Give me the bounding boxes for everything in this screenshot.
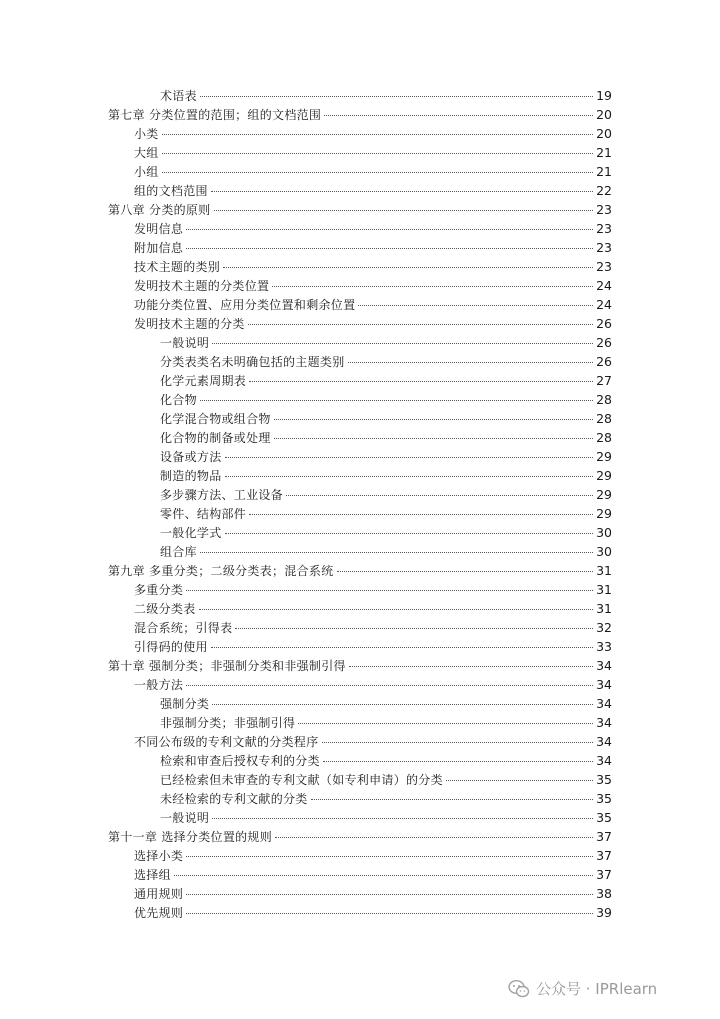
dot-leader	[223, 267, 593, 268]
toc-entry	[108, 542, 612, 561]
toc-entry-title: 强制分类	[160, 697, 210, 711]
toc-entry	[108, 846, 612, 865]
dot-leader	[311, 799, 593, 800]
toc-entry-page: 30	[596, 544, 612, 559]
dot-leader	[225, 457, 594, 458]
toc-entry-title: 第十一章 选择分类位置的规则	[108, 830, 273, 844]
toc-entry-page: 28	[596, 392, 612, 407]
dot-leader	[324, 115, 593, 116]
dot-leader	[186, 685, 593, 686]
toc-entry-page: 34	[596, 715, 612, 730]
toc-entry-page: 24	[596, 297, 612, 312]
toc-entry-title: 零件、结构部件	[160, 507, 247, 521]
toc-entry-title: 选择组	[134, 868, 171, 882]
toc-entry-title: 大组	[134, 146, 159, 160]
toc-entry-page: 29	[596, 468, 612, 483]
toc-entry-page: 39	[596, 905, 612, 920]
dot-leader	[212, 704, 593, 705]
toc-entry-page: 34	[596, 658, 612, 673]
dot-leader	[248, 324, 593, 325]
toc-entry	[108, 732, 612, 751]
toc-entry-title: 小类	[134, 127, 159, 141]
toc-entry	[108, 105, 612, 124]
toc-entry-page: 37	[596, 829, 612, 844]
toc-entry-title: 混合系统；引得表	[134, 621, 233, 635]
toc-entry	[108, 523, 612, 542]
dot-leader	[186, 856, 593, 857]
dot-leader	[337, 571, 594, 572]
toc-entry-title: 第十章 强制分类；非强制分类和非强制引得	[108, 659, 346, 673]
toc-entry-title: 二级分类表	[134, 602, 196, 616]
toc-entry	[108, 561, 612, 580]
toc-entry	[108, 694, 612, 713]
toc-entry	[108, 865, 612, 884]
toc-entry	[108, 599, 612, 618]
toc-entry-page: 34	[596, 696, 612, 711]
dot-leader	[446, 780, 593, 781]
toc-entry-page: 35	[596, 791, 612, 806]
dot-leader	[225, 533, 594, 534]
toc-entry	[108, 200, 612, 219]
toc-entry-page: 26	[596, 335, 612, 350]
toc-entry	[108, 143, 612, 162]
toc-entry-title: 多重分类	[134, 583, 184, 597]
wechat-icon	[508, 979, 530, 999]
toc-entry-title: 设备或方法	[160, 450, 222, 464]
toc-entry	[108, 808, 612, 827]
toc-entry	[108, 371, 612, 390]
toc-entry-title: 已经检索但未审查的专利文献（如专利申请）的分类	[160, 773, 443, 787]
toc-entry-title: 多步骤方法、工业设备	[160, 488, 284, 502]
toc-entry	[108, 504, 612, 523]
toc-entry-title: 化学元素周期表	[160, 374, 247, 388]
dot-leader	[349, 666, 593, 667]
toc-entry-title: 通用规则	[134, 887, 184, 901]
dot-leader	[249, 381, 593, 382]
toc-entry-title: 附加信息	[134, 241, 184, 255]
toc-entry-page: 23	[596, 221, 612, 236]
toc-entry-title: 未经检索的专利文献的分类	[160, 792, 308, 806]
toc-entry-title: 组合库	[160, 545, 197, 559]
dot-leader	[162, 134, 593, 135]
dot-leader	[200, 400, 593, 401]
toc-entry-page: 23	[596, 259, 612, 274]
toc-entry	[108, 276, 612, 295]
toc-entry	[108, 124, 612, 143]
toc-entry	[108, 314, 612, 333]
toc-entry	[108, 238, 612, 257]
toc-entry	[108, 827, 612, 846]
dot-leader	[174, 875, 593, 876]
dot-leader	[286, 495, 593, 496]
toc-entry	[108, 86, 612, 105]
toc-entry-page: 19	[596, 88, 612, 103]
dot-leader	[212, 818, 593, 819]
toc-entry-page: 31	[596, 601, 612, 616]
toc-entry	[108, 219, 612, 238]
toc-entry-title: 第八章 分类的原则	[108, 203, 211, 217]
toc-entry	[108, 770, 612, 789]
toc-entry-title: 第九章 多重分类；二级分类表；混合系统	[108, 564, 334, 578]
toc-entry-title: 化合物	[160, 393, 197, 407]
toc-entry-page: 26	[596, 316, 612, 331]
toc-entry-title: 非强制分类；非强制引得	[160, 716, 296, 730]
toc-entry	[108, 466, 612, 485]
toc-entry-page: 23	[596, 240, 612, 255]
toc-entry-page: 32	[596, 620, 612, 635]
toc-entry-title: 组的文档范围	[134, 184, 208, 198]
dot-leader	[298, 723, 593, 724]
dot-leader	[186, 229, 593, 230]
dot-leader	[162, 172, 593, 173]
dot-leader	[249, 514, 593, 515]
toc-entry	[108, 257, 612, 276]
toc-entry-page: 20	[596, 126, 612, 141]
toc-entry-page: 23	[596, 202, 612, 217]
toc-entry-page: 37	[596, 867, 612, 882]
dot-leader	[272, 286, 593, 287]
dot-leader	[275, 837, 593, 838]
toc-entry	[108, 751, 612, 770]
dot-leader	[186, 590, 593, 591]
toc-entry-title: 一般说明	[160, 811, 210, 825]
toc-entry-page: 34	[596, 734, 612, 749]
toc-entry	[108, 485, 612, 504]
toc-entry-page: 29	[596, 487, 612, 502]
toc-entry-page: 33	[596, 639, 612, 654]
dot-leader	[200, 96, 593, 97]
toc-entry-title: 发明技术主题的分类	[134, 317, 245, 331]
dot-leader	[235, 628, 593, 629]
dot-leader	[214, 210, 594, 211]
watermark-text: 公众号 · IPRlearn	[536, 980, 658, 998]
watermark	[508, 978, 657, 999]
toc-entry-title: 分类表类名未明确包括的主题类别	[160, 355, 345, 369]
table-of-contents	[108, 86, 612, 922]
toc-entry	[108, 789, 612, 808]
toc-entry-title: 化学混合物或组合物	[160, 412, 271, 426]
toc-entry	[108, 618, 612, 637]
toc-entry-title: 技术主题的类别	[134, 260, 221, 274]
toc-entry-title: 发明信息	[134, 222, 184, 236]
toc-entry	[108, 903, 612, 922]
dot-leader	[186, 894, 593, 895]
dot-leader	[225, 476, 594, 477]
toc-entry-title: 发明技术主题的分类位置	[134, 279, 270, 293]
toc-entry-title: 制造的物品	[160, 469, 222, 483]
toc-entry-title: 化合物的制备或处理	[160, 431, 271, 445]
toc-entry-page: 26	[596, 354, 612, 369]
toc-entry-page: 24	[596, 278, 612, 293]
toc-entry-title: 检索和审查后授权专利的分类	[160, 754, 320, 768]
toc-entry-title: 引得码的使用	[134, 640, 208, 654]
toc-entry-page: 37	[596, 848, 612, 863]
toc-entry-page: 20	[596, 107, 612, 122]
toc-entry-title: 选择小类	[134, 849, 184, 863]
toc-entry-title: 第七章 分类位置的范围；组的文档范围	[108, 108, 322, 122]
dot-leader	[211, 191, 593, 192]
toc-entry-page: 38	[596, 886, 612, 901]
toc-entry	[108, 390, 612, 409]
toc-entry	[108, 333, 612, 352]
toc-entry-page: 35	[596, 772, 612, 787]
toc-entry	[108, 675, 612, 694]
toc-entry-page: 34	[596, 753, 612, 768]
toc-entry	[108, 295, 612, 314]
toc-entry-page: 29	[596, 449, 612, 464]
toc-entry	[108, 181, 612, 200]
toc-entry	[108, 162, 612, 181]
dot-leader	[212, 343, 593, 344]
toc-entry-title: 一般方法	[134, 678, 184, 692]
toc-entry-page: 30	[596, 525, 612, 540]
toc-entry	[108, 637, 612, 656]
dot-leader	[186, 248, 593, 249]
dot-leader	[274, 438, 593, 439]
toc-entry	[108, 352, 612, 371]
toc-entry-page: 31	[596, 582, 612, 597]
toc-entry-title: 优先规则	[134, 906, 184, 920]
toc-entry-title: 不同公布级的专利文献的分类程序	[134, 735, 319, 749]
toc-entry	[108, 713, 612, 732]
dot-leader	[322, 742, 594, 743]
toc-entry-page: 34	[596, 677, 612, 692]
dot-leader	[323, 761, 593, 762]
toc-entry-title: 一般说明	[160, 336, 210, 350]
toc-entry	[108, 884, 612, 903]
dot-leader	[199, 609, 594, 610]
toc-entry	[108, 409, 612, 428]
toc-entry-title: 一般化学式	[160, 526, 222, 540]
toc-entry	[108, 428, 612, 447]
dot-leader	[358, 305, 593, 306]
dot-leader	[186, 913, 593, 914]
toc-entry-page: 35	[596, 810, 612, 825]
toc-entry-page: 31	[596, 563, 612, 578]
toc-entry	[108, 447, 612, 466]
toc-entry-page: 22	[596, 183, 612, 198]
toc-entry-page: 28	[596, 430, 612, 445]
toc-entry-page: 28	[596, 411, 612, 426]
dot-leader	[162, 153, 593, 154]
toc-entry	[108, 580, 612, 599]
toc-entry-title: 小组	[134, 165, 159, 179]
toc-entry	[108, 656, 612, 675]
toc-entry-title: 术语表	[160, 89, 197, 103]
dot-leader	[200, 552, 593, 553]
dot-leader	[274, 419, 593, 420]
dot-leader	[211, 647, 593, 648]
toc-entry-page: 21	[596, 164, 612, 179]
toc-entry-page: 29	[596, 506, 612, 521]
toc-entry-title: 功能分类位置、应用分类位置和剩余位置	[134, 298, 356, 312]
toc-entry-page: 21	[596, 145, 612, 160]
toc-entry-page: 27	[596, 373, 612, 388]
dot-leader	[348, 362, 594, 363]
